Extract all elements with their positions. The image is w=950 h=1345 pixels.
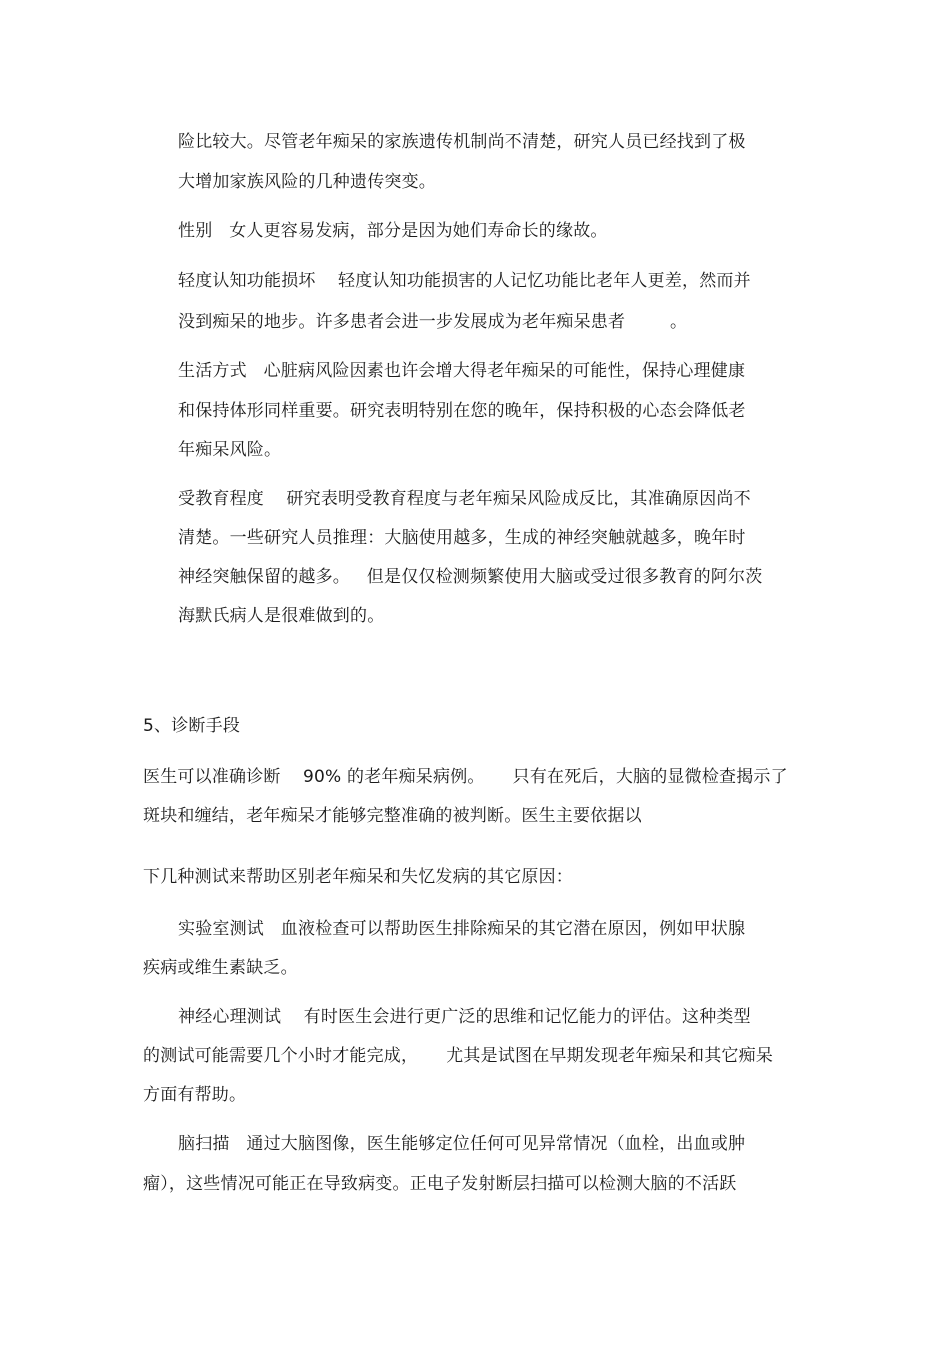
family-history-line-2: 大增加家族风险的几种遗传突变。 <box>178 172 436 192</box>
intro-line-3: 下几种测试来帮助区别老年痴呆和失忆发病的其它原因： <box>143 867 573 887</box>
brain-scan-line-1: 脑扫描 通过大脑图像，医生能够定位任何可见异常情况（血栓，出血或肿 <box>178 1134 746 1154</box>
education-line-4: 海默氏病人是很难做到的。 <box>178 606 385 626</box>
lab-test-line-2: 疾病或维生素缺乏。 <box>143 958 298 978</box>
intro-line-1: 医生可以准确诊断 90% 的老年痴呆病例。 只有在死后，大脑的显微检查揭示了 <box>143 767 788 787</box>
lifestyle-line-1: 生活方式 心脏病风险因素也许会增大得老年痴呆的可能性，保持心理健康 <box>178 361 746 381</box>
education-line-1: 受教育程度 研究表明受教育程度与老年痴呆风险成反比，其准确原因尚不 <box>178 489 751 509</box>
mci-line-1: 轻度认知功能损坏 轻度认知功能损害的人记忆功能比老年人更差，然而并 <box>178 271 751 291</box>
education-line-2: 清楚。一些研究人员推理：大脑使用越多，生成的神经突触就越多，晚年时 <box>178 528 746 548</box>
lifestyle-line-3: 年痴呆风险。 <box>178 440 282 460</box>
intro-line-2: 斑块和缠结，老年痴呆才能够完整准确的被判断。医生主要依据以 <box>143 806 642 826</box>
neuro-test-line-1: 神经心理测试 有时医生会进行更广泛的思维和记忆能力的评估。这种类型 <box>178 1007 751 1027</box>
mci-line-2: 没到痴呆的地步。许多患者会进一步发展成为老年痴呆患者 。 <box>178 312 688 332</box>
section-heading: 5、诊断手段 <box>143 716 241 736</box>
gender-paragraph: 性别 女人更容易发病，部分是因为她们寿命长的缘故。 <box>178 221 608 241</box>
neuro-test-line-3: 方面有帮助。 <box>143 1085 247 1105</box>
family-history-line-1: 险比较大。尽管老年痴呆的家族遗传机制尚不清楚，研究人员已经找到了极 <box>178 132 746 152</box>
lab-test-line-1: 实验室测试 血液检查可以帮助医生排除痴呆的其它潜在原因，例如甲状腺 <box>178 919 746 939</box>
lifestyle-line-2: 和保持体形同样重要。研究表明特别在您的晚年，保持积极的心态会降低老 <box>178 401 746 421</box>
education-line-3: 神经突触保留的越多。 但是仅仅检测频繁使用大脑或受过很多教育的阿尔茨 <box>178 567 763 587</box>
brain-scan-line-2: 瘤），这些情况可能正在导致病变。正电子发射断层扫描可以检测大脑的不活跃 <box>143 1174 737 1194</box>
neuro-test-line-2: 的测试可能需要几个小时才能完成， 尤其是试图在早期发现老年痴呆和其它痴呆 <box>143 1046 774 1066</box>
